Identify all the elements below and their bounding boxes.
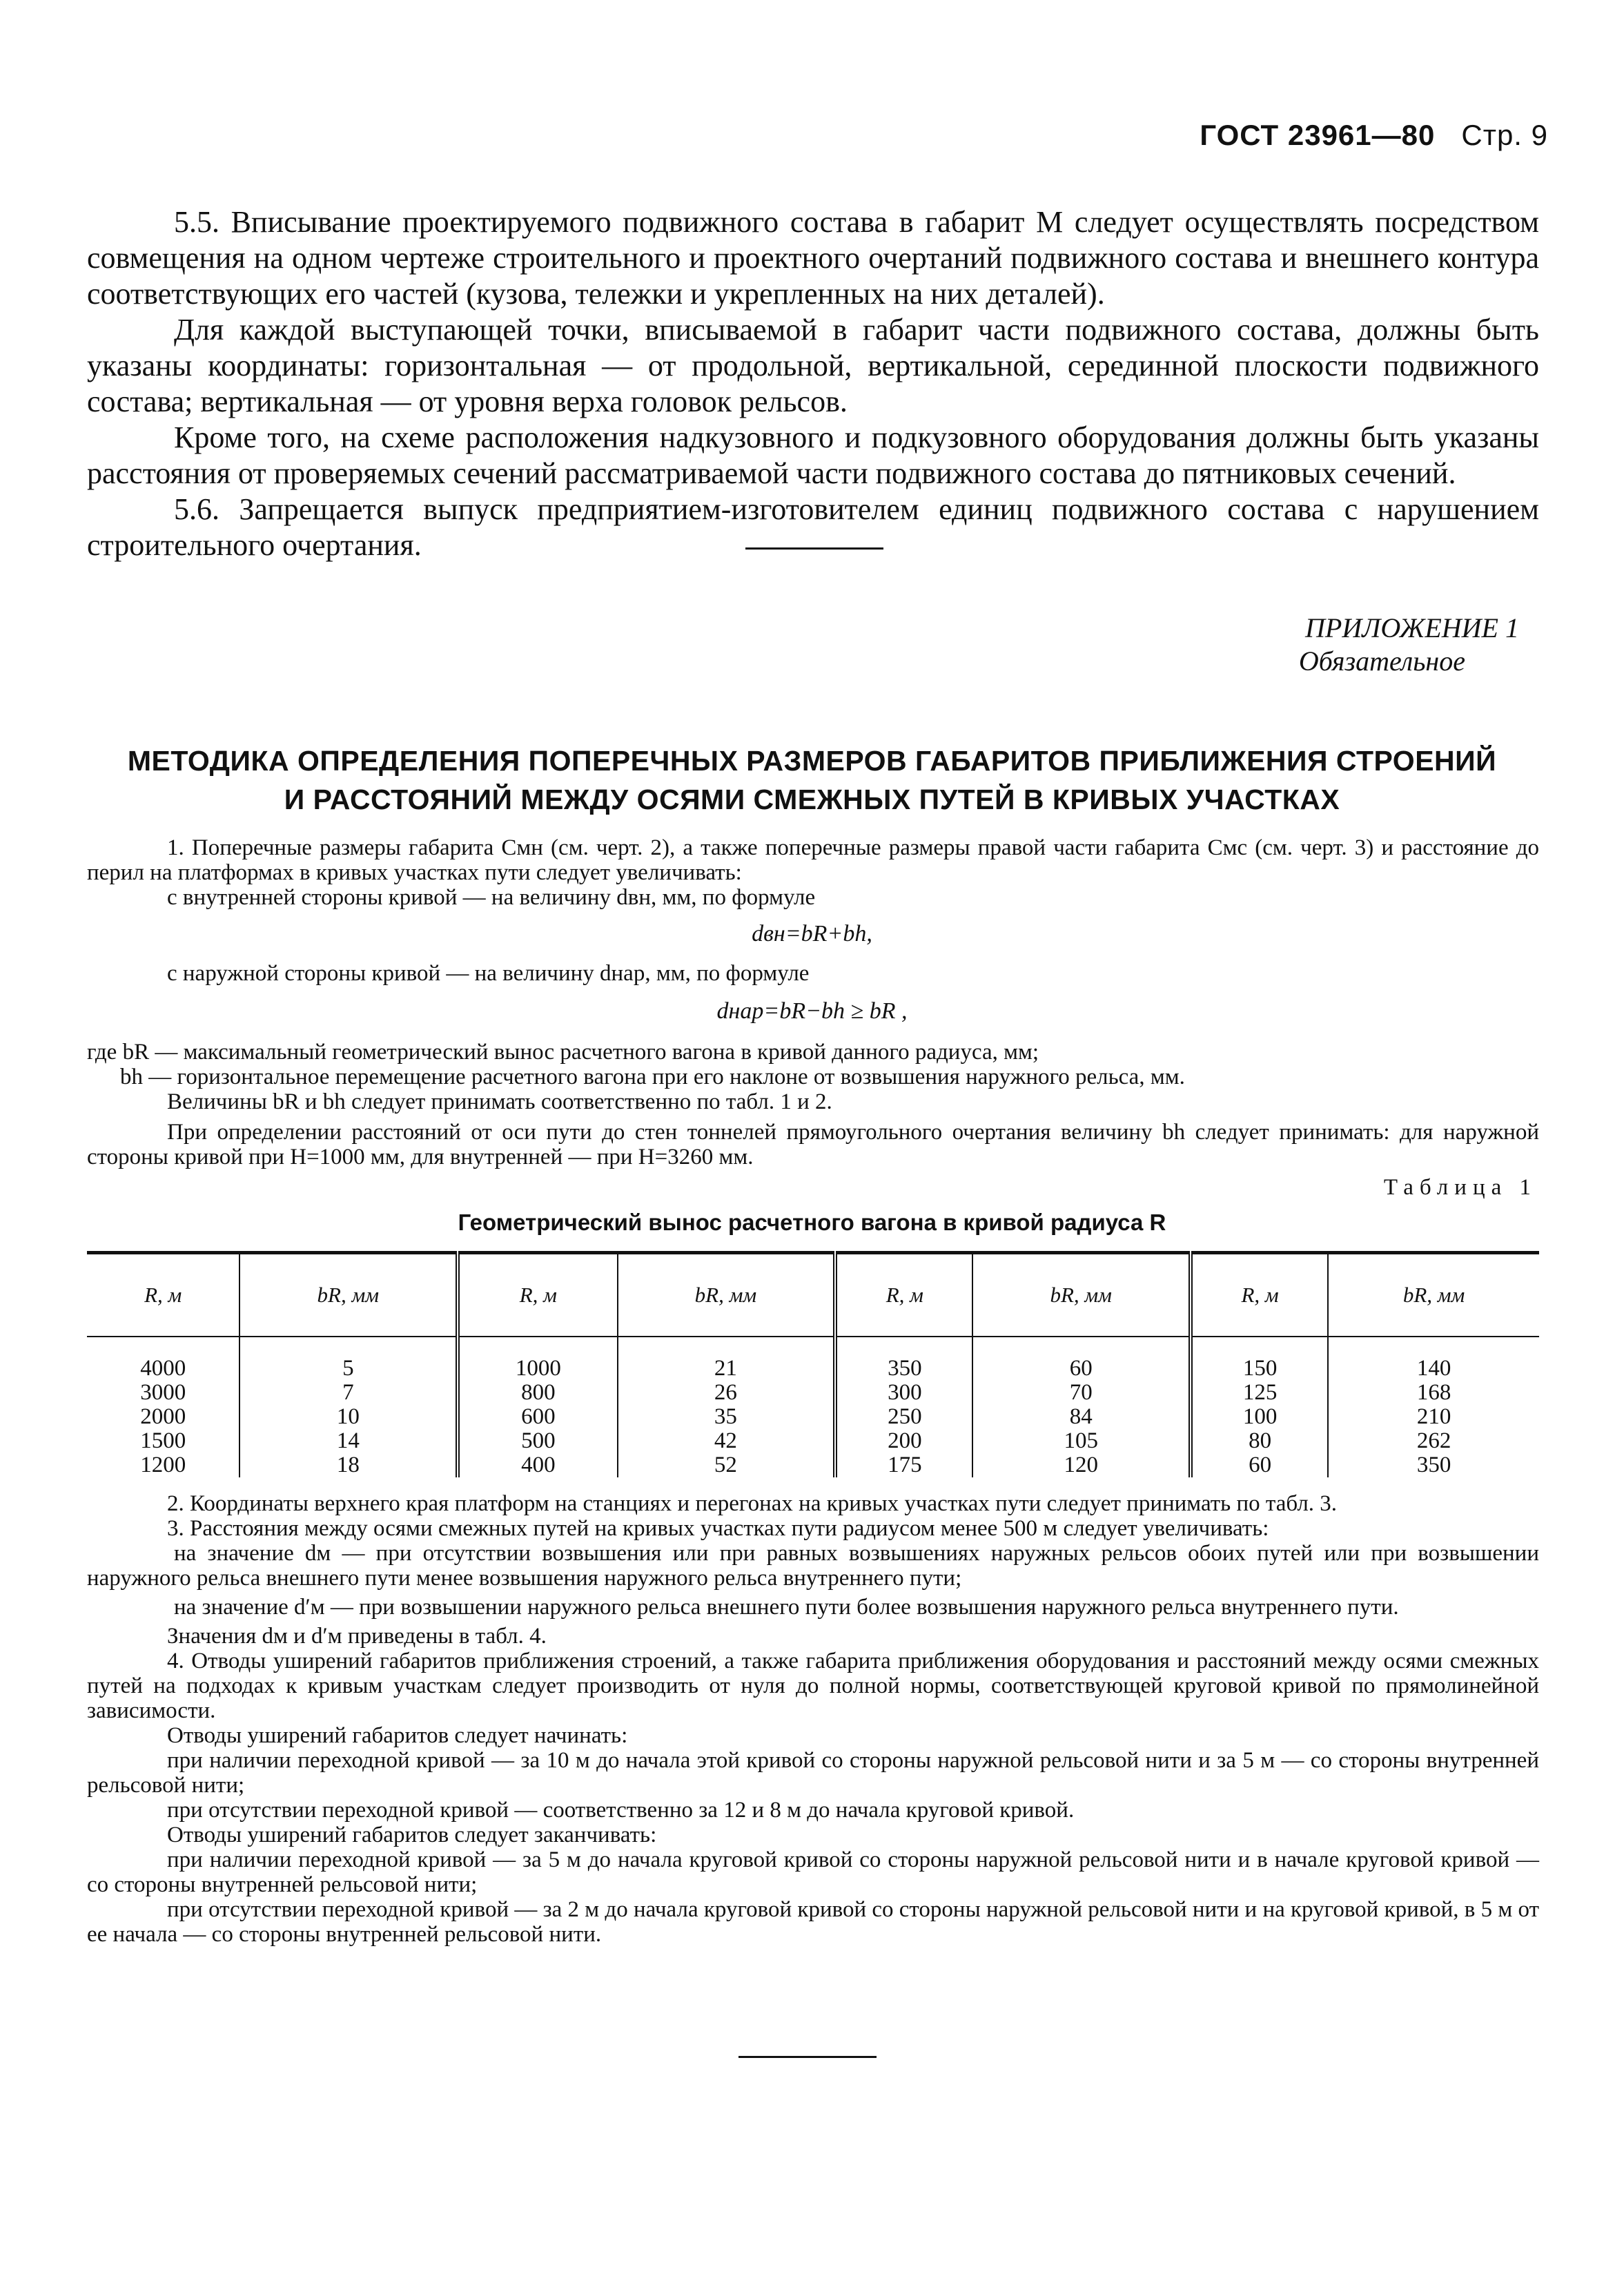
- paragraph: при наличии переходной кривой — за 5 м до начала круговой кривой со стороны наружной рельсовой нити и в начале круговой кривой — со стороны внутренней рельсовой нити;: [87, 1847, 1539, 1897]
- table-row: [87, 1429, 1539, 1453]
- paragraph: 5.5. Вписывание проектируемого подвижного состава в габарит М следует осуществлять посредством совмещения на одном чертеже строительного и проектного очертаний подвижного состава и внешнего контура соответствующих его частей (кузова, тележки и укрепленных на них деталей).: [87, 205, 1539, 311]
- paragraph: Отводы уширений габаритов следует заканчивать:: [167, 1823, 657, 1847]
- appendix-status: Обязательное: [1298, 645, 1465, 677]
- table-cell: 200: [835, 1429, 972, 1453]
- table-cell: 14: [239, 1429, 458, 1453]
- column-header: R, м: [87, 1253, 239, 1337]
- paragraph: Для каждой выступающей точки, вписываемой в габарит части подвижного состава, должны быть указаны координаты: горизонтальная — от продольной, вертикальной, серединной плоскости подвижного состава; вертикальная — от уровня верха головок рельсов.: [87, 313, 1539, 418]
- table-cell: 10: [239, 1405, 458, 1429]
- paragraph: 3. Расстояния между осями смежных путей на кривых участках пути радиусом менее 500 м следует увеличивать:: [167, 1516, 1269, 1541]
- table-cell: 300: [835, 1381, 972, 1405]
- table-header-row: [87, 1253, 1539, 1337]
- table-cell: 18: [239, 1453, 458, 1477]
- formula-outer: dнар=bR−bh ≥ bR ,: [716, 998, 908, 1024]
- table-cell: 35: [618, 1405, 836, 1429]
- divider: [745, 547, 883, 550]
- paragraph: с внутренней стороны кривой — на величину dвн, мм, по формуле: [167, 885, 816, 910]
- paragraph: Величины bR и bh следует принимать соответственно по табл. 1 и 2.: [167, 1089, 832, 1114]
- formula-inner: dвн=bR+bh,: [752, 921, 872, 946]
- table-cell: 175: [835, 1453, 972, 1477]
- paragraph: при отсутствии переходной кривой — соответственно за 12 и 8 м до начала круговой кривой.: [167, 1798, 1075, 1823]
- table-cell: 350: [835, 1337, 972, 1381]
- column-header: bR, мм: [972, 1253, 1191, 1337]
- table-cell: 1000: [458, 1337, 617, 1381]
- column-header: bR, мм: [1328, 1253, 1539, 1337]
- table-cell: 125: [1191, 1381, 1328, 1405]
- column-header: R, м: [1191, 1253, 1328, 1337]
- definition: где bR — максимальный геометрический вынос расчетного вагона в кривой данного радиуса, мм;: [87, 1040, 1039, 1065]
- appendix-label: ПРИЛОЖЕНИЕ 1: [1305, 612, 1519, 643]
- table-cell: 60: [972, 1337, 1191, 1381]
- table-cell: 800: [458, 1381, 617, 1405]
- table-cell: 250: [835, 1405, 972, 1429]
- paragraph: 2. Координаты верхнего края платформ на станциях и перегонах на кривых участках пути следует принимать по табл. 3.: [167, 1491, 1338, 1516]
- table-cell: 262: [1328, 1429, 1539, 1453]
- page-title: [0, 741, 1624, 819]
- title-line: МЕТОДИКА ОПРЕДЕЛЕНИЯ ПОПЕРЕЧНЫХ РАЗМЕРОВ ГАБАРИТОВ ПРИБЛИЖЕНИЯ СТРОЕНИЙ: [127, 745, 1497, 777]
- paragraph: при отсутствии переходной кривой — за 2 м до начала круговой кривой со стороны наружной рельсовой нити и на круговой кривой, в 5 м от ее начала — со стороны внутренней рельсовой нити.: [87, 1897, 1539, 1947]
- paragraph: при наличии переходной кривой — за 10 м до начала этой кривой со стороны наружной рельсовой нити и за 5 м — со стороны внутренней рельсовой нити;: [87, 1748, 1539, 1798]
- paragraph: Значения dм и d′м приведены в табл. 4.: [167, 1624, 547, 1649]
- table-row: [87, 1453, 1539, 1477]
- table-caption: Геометрический вынос расчетного вагона в кривой радиуса R: [458, 1210, 1166, 1235]
- table-cell: 168: [1328, 1381, 1539, 1405]
- title-line: И РАССТОЯНИЙ МЕЖДУ ОСЯМИ СМЕЖНЫХ ПУТЕЙ В КРИВЫХ УЧАСТКАХ: [284, 784, 1340, 815]
- paragraph: При определении расстояний от оси пути до стен тоннелей прямоугольного очертания величину bh следует принимать: для наружной стороны кривой при H=1000 мм, для внутренней — при H=3260 мм.: [87, 1120, 1539, 1169]
- table-cell: 1500: [140, 1428, 186, 1453]
- requirements-text: [87, 1491, 1539, 1947]
- table-cell: 42: [618, 1429, 836, 1453]
- table-cell: 100: [1191, 1405, 1328, 1429]
- paragraph: 5.6. Запрещается выпуск предприятием-изготовителем единиц подвижного состава с нарушением строительного очертания.: [87, 492, 1539, 562]
- table-cell: 150: [1191, 1337, 1328, 1381]
- where-definitions: [87, 1040, 1539, 1169]
- column-header: bR, мм: [239, 1253, 458, 1337]
- table-cell: 80: [1191, 1429, 1328, 1453]
- table-cell: 60: [1191, 1453, 1328, 1477]
- section-5-text: [87, 204, 1539, 563]
- paragraph: 1. Поперечные размеры габарита Cмн (см. черт. 2), а также поперечные размеры правой части габарита Cмс (см. черт. 3) и расстояние до перил на платформах в кривых участках пути следует увеличивать:: [87, 835, 1539, 885]
- page-number: Стр. 9: [1461, 119, 1548, 151]
- paragraph: Кроме того, на схеме расположения надкузовного и подкузовного оборудования должны быть указаны расстояния от проверяемых сечений рассматриваемой части подвижного состава до пятниковых сечений.: [87, 420, 1539, 490]
- column-header: R, м: [835, 1253, 972, 1337]
- paragraph: на значение d′м — при возвышении наружного рельса внешнего пути более возвышения наружного рельса внутреннего пути.: [174, 1595, 1399, 1620]
- gost-number: ГОСТ 23961—80: [1200, 119, 1436, 151]
- table-cell: 70: [972, 1381, 1191, 1405]
- paragraph: с наружной стороны кривой — на величину dнар, мм, по формуле: [167, 961, 810, 986]
- table-cell: 210: [1328, 1405, 1539, 1429]
- table-row: [87, 1381, 1539, 1405]
- method-paragraph: [87, 835, 1539, 910]
- table-cell: 26: [618, 1381, 836, 1405]
- table-cell: 21: [618, 1337, 836, 1381]
- table-row: [87, 1405, 1539, 1429]
- outer-side-text: [87, 961, 1539, 986]
- table-cell: 400: [458, 1453, 617, 1477]
- table-cell: 52: [618, 1453, 836, 1477]
- table-cell: 600: [458, 1405, 617, 1429]
- definition: bh — горизонтальное перемещение расчетного вагона при его наклоне от возвышения наружного рельса, мм.: [120, 1065, 1185, 1089]
- table-number: Таблица 1: [1383, 1175, 1537, 1200]
- divider: [738, 2056, 877, 2058]
- table-cell: 350: [1328, 1453, 1539, 1477]
- table-cell: 120: [972, 1453, 1191, 1477]
- table-cell: 500: [458, 1429, 617, 1453]
- column-header: R, м: [458, 1253, 617, 1337]
- table-row: [87, 1337, 1539, 1381]
- page-header: [1200, 119, 1548, 152]
- table-cell: 2000: [140, 1404, 186, 1429]
- table-cell: 4000: [140, 1356, 186, 1381]
- table-geometric-offset: [87, 1251, 1539, 1477]
- paragraph: Отводы уширений габаритов следует начинать:: [167, 1723, 628, 1748]
- paragraph: 4. Отводы уширений габаритов приближения строений, а также габарита приближения оборудования и расстояний между осями смежных путей на подходах к кривым участкам следует производить от нуля до полной нормы, соответствующей круговой кривой по прямолинейной зависимости.: [87, 1649, 1539, 1723]
- table-cell: 7: [239, 1381, 458, 1405]
- column-header: bR, мм: [618, 1253, 836, 1337]
- table-cell: 140: [1328, 1337, 1539, 1381]
- table-cell: 5: [239, 1337, 458, 1381]
- table-cell: 84: [972, 1405, 1191, 1429]
- table-cell: 3000: [140, 1380, 186, 1405]
- table-cell: 105: [972, 1429, 1191, 1453]
- table-cell: 1200: [140, 1453, 186, 1477]
- paragraph: на значение dм — при отсутствии возвышения или при равных возвышениях наружных рельсов обоих путей или при возвышении наружного рельса внешнего пути менее возвышения наружного рельса внутреннего пути;: [87, 1541, 1539, 1591]
